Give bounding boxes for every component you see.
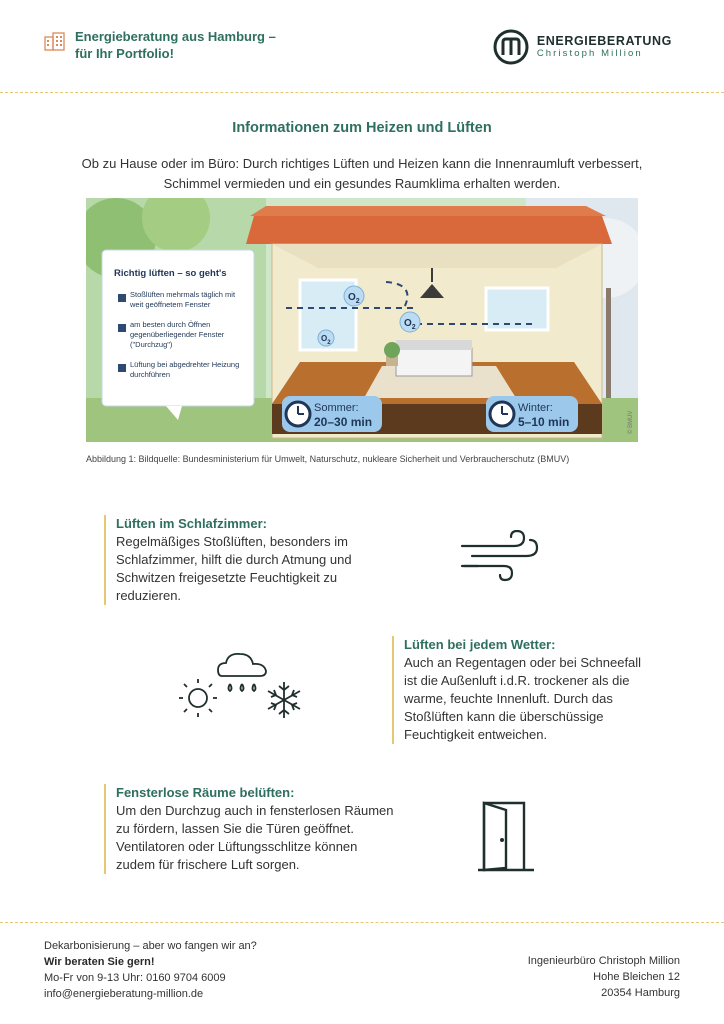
section-text: Regelmäßiges Stoßlüften, besonders im Schlafzimmer, hilft die durch Atmung und Schwitzen freigesetzte Feuchtigkeit zu reduzieren. [116, 534, 352, 603]
tagline-line-1: Energieberatung aus Hamburg – [75, 29, 276, 44]
tip-panel-title: Richtig lüften – so geht's [114, 268, 227, 279]
section-bedroom [104, 515, 404, 605]
footer-callout: Wir beraten Sie gern! [44, 956, 155, 968]
logo-name: ENERGIEBERATUNG [536, 34, 672, 48]
summer-value: 20–30 min [314, 415, 373, 429]
tip-item-3: Lüftung bei abgedrehter Heizung durchführen [130, 360, 240, 379]
ventilation-illustration [86, 198, 638, 442]
footer-city: 20354 Hamburg [601, 987, 680, 999]
sun-icon [179, 679, 217, 717]
buildings-icon [44, 31, 66, 51]
footer-question: Dekarbonisierung – aber wo fangen wir an? [44, 940, 257, 952]
section-heading: Lüften bei jedem Wetter: [404, 637, 556, 652]
intro-text: Ob zu Hause oder im Büro: Durch richtiges Lüften und Heizen kann die Innenraumluft verbessert, Schimmel vermieden und ein gesundes Raumklima erhalten werden. [81, 156, 643, 191]
footer-street: Hohe Bleichen 12 [593, 971, 680, 983]
footer-email[interactable]: info@energieberatung-million.de [44, 988, 204, 1000]
page-header [0, 0, 724, 90]
open-door-icon [476, 800, 536, 872]
snowflake-icon [268, 682, 300, 718]
section-heading: Fensterlose Räume belüften: [116, 785, 295, 800]
o2-subscript: 2 [355, 298, 360, 305]
logo-subname: Christoph Million [536, 48, 643, 59]
section-heading: Lüften im Schlafzimmer: [116, 516, 267, 531]
o2-subscript: 2 [411, 324, 416, 331]
logo-mark-icon [493, 29, 529, 65]
room-illustration [86, 198, 638, 442]
winter-value: 5–10 min [518, 415, 570, 429]
footer-phone[interactable]: Mo-Fr von 9-13 Uhr: 0160 9704 6009 [44, 972, 226, 984]
summer-label: Sommer: [314, 402, 359, 414]
footer-contact [44, 938, 257, 1002]
footer-company: Ingenieurbüro Christoph Million [527, 955, 680, 967]
footer-address [528, 953, 680, 1001]
section-text: Um den Durchzug auch in fensterlosen Räumen zu fördern, lassen Sie die Türen geöffnet. Ventilatoren oder Lüftungsschlitze können zudem für frischere Luft sorgen. [116, 803, 394, 872]
tip-item-1: Stoßlüften mehrmals täglich mit weit geöffnetem Fenster [130, 290, 236, 309]
header-divider [0, 92, 724, 93]
section-text: Auch an Regentagen oder bei Schneefall ist die Außenluft i.d.R. trockener als die warme, feuchte Innenluft. Durch das Stoßlüften kann die überschüssige Feuchtigkeit entweichen. [404, 655, 642, 742]
o2-label: O [404, 318, 412, 329]
wind-icon [460, 530, 540, 582]
figure-caption: Abbildung 1: Bildquelle: Bundesministerium für Umwelt, Naturschutz, nukleare Sicherheit und Verbraucherschutz (BMUV) [86, 454, 570, 464]
section-any-weather [392, 636, 654, 744]
company-logo [493, 29, 672, 65]
tagline-line-2: für Ihr Portfolio! [75, 46, 174, 61]
weather-icon [178, 650, 306, 722]
page-title: Informationen zum Heizen und Lüften [232, 120, 492, 136]
winter-label: Winter: [518, 402, 553, 414]
header-tagline [44, 28, 276, 62]
section-windowless-rooms [104, 784, 394, 874]
o2-label: O [321, 334, 328, 343]
rain-cloud-icon [218, 654, 266, 691]
footer-divider [0, 922, 724, 923]
tip-item-2: am besten durch Öffnen gegenüberliegender Fenster ("Durchzug") [130, 320, 225, 349]
o2-subscript: 2 [327, 340, 331, 346]
o2-label: O [348, 292, 356, 303]
image-credit: © BMUV [628, 410, 634, 434]
